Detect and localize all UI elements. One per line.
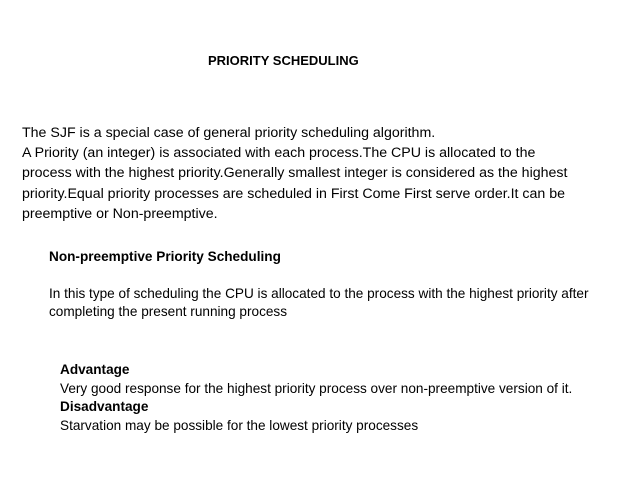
advantage-label: Advantage	[60, 362, 130, 377]
section-body: In this type of scheduling the CPU is allocated to the process with the highest priority after completing the present running process	[49, 285, 589, 319]
intro-paragraph	[22, 123, 582, 224]
advantage-text: Very good response for the highest priority process over non-preemptive version of it.	[60, 380, 573, 396]
disadvantage-text: Starvation may be possible for the lowest priority processes	[60, 418, 419, 434]
slide-title: PRIORITY SCHEDULING	[208, 53, 359, 68]
pros-cons-block	[60, 361, 580, 436]
intro-line-sjf: The SJF is a special case of general priority scheduling algorithm.	[22, 125, 436, 141]
disadvantage-label: Disadvantage	[60, 399, 149, 415]
section-heading: Non-preemptive Priority Scheduling	[49, 249, 281, 264]
non-preemptive-section	[49, 248, 589, 322]
intro-line-priority: A Priority (an integer) is associated with each process.The CPU is allocated to the process with the highest priority.Generally smallest integer is considered as the highest priority.Equal priority processes are scheduled in First Come First serve order.It can be preemptive or Non-preemptive.	[22, 145, 568, 222]
